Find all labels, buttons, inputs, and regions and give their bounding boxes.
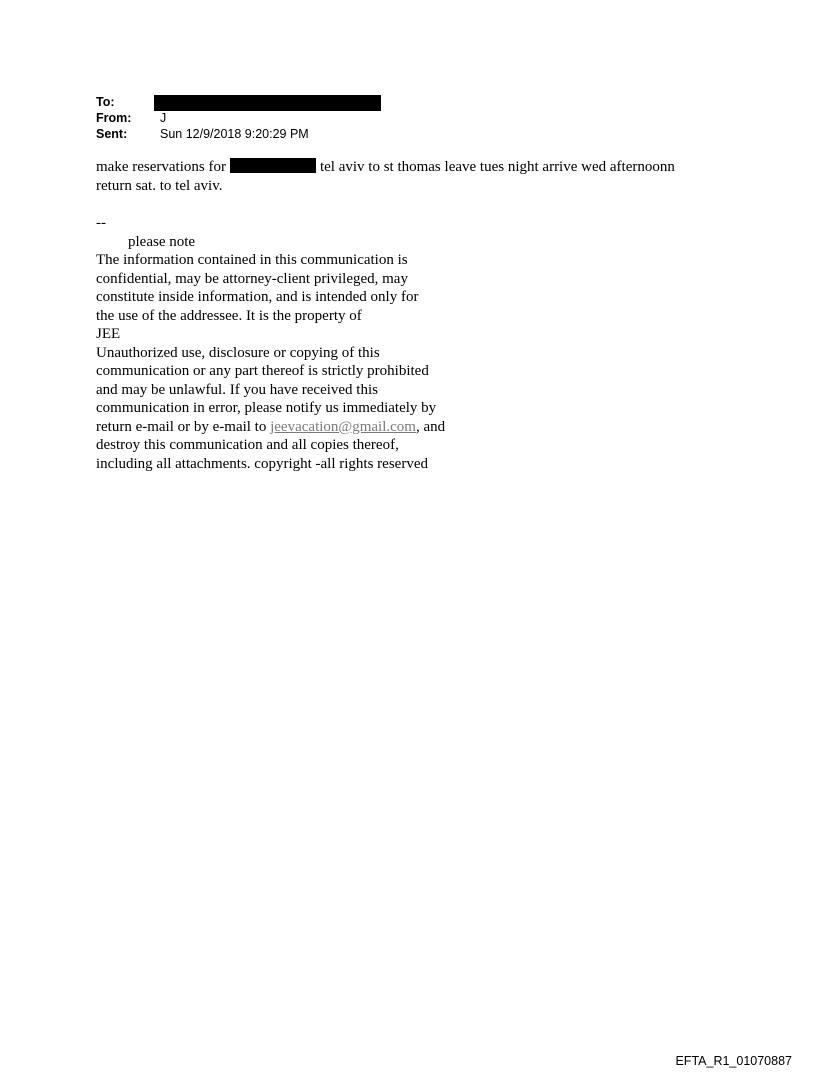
signature-separator: -- xyxy=(96,215,106,231)
from-row xyxy=(96,110,167,126)
disclaimer-line: destroy this communication and all copies thereof, xyxy=(96,437,399,453)
to-label: To: xyxy=(96,95,115,109)
disclaimer-email-line xyxy=(96,418,445,437)
disclaimer-line: confidential, may be attorney-client privileged, may xyxy=(96,270,408,287)
message-text-after-redaction: tel aviv to st thomas leave tues night arrive wed afternoonn xyxy=(319,159,675,175)
message-line-1 xyxy=(96,158,675,177)
message-body xyxy=(96,158,675,195)
disclaimer-line: Unauthorized use, disclosure or copying of this xyxy=(96,344,380,361)
email-link[interactable]: jeevacation@gmail.com xyxy=(270,418,416,435)
disclaimer-line: The information contained in this communication is xyxy=(96,252,408,268)
disclaimer-line: the use of the addressee. It is the property of xyxy=(96,307,362,324)
document-id: EFTA_R1_01070887 xyxy=(675,1054,792,1068)
signature-block xyxy=(96,214,445,473)
email-line-prefix: return e-mail or by e-mail to xyxy=(96,418,271,435)
disclaimer-line: and may be unlawful. If you have received this xyxy=(96,381,378,398)
sent-value: Sun 12/9/2018 9:20:29 PM xyxy=(160,127,309,141)
please-note: please note xyxy=(128,233,196,250)
disclaimer-line: including all attachments. copyright -all rights reserved xyxy=(96,455,428,472)
disclaimer-line: constitute inside information, and is intended only for xyxy=(96,289,419,305)
from-value: J xyxy=(160,111,167,125)
disclaimer-line: JEE xyxy=(96,326,121,342)
disclaimer-line: communication in error, please notify us immediately by xyxy=(96,400,437,416)
disclaimer-line: communication or any part thereof is strictly prohibited xyxy=(96,363,429,379)
message-line-2: return sat. to tel aviv. xyxy=(96,177,223,194)
message-text-before-redaction: make reservations for xyxy=(96,159,226,175)
from-label: From: xyxy=(96,111,132,125)
email-line-suffix: , and xyxy=(415,418,446,435)
redacted-recipient xyxy=(154,95,381,111)
redacted-name xyxy=(230,158,316,173)
to-row xyxy=(96,94,160,110)
sent-label: Sent: xyxy=(96,127,128,141)
email-header xyxy=(96,94,309,142)
sent-row xyxy=(96,126,309,142)
